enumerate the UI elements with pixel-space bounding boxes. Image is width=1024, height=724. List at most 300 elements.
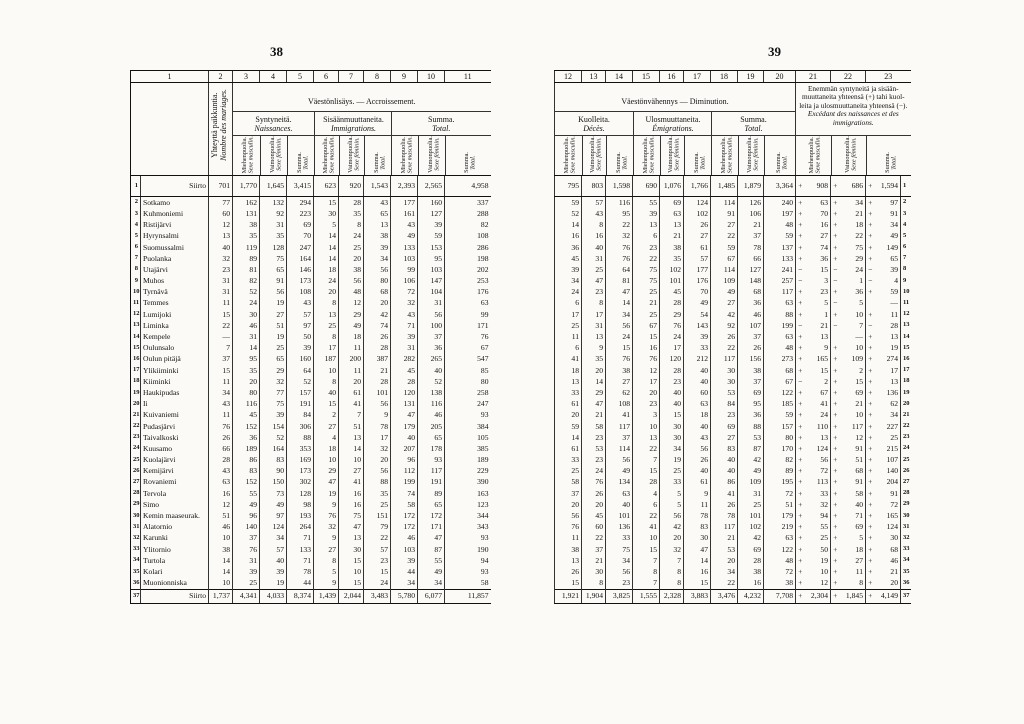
sign-cell: + [796, 443, 805, 454]
excess-cell: 91 [890, 488, 898, 498]
value-cell: 64 [606, 264, 633, 275]
value-cell: 79 [364, 521, 391, 532]
sign-cell: + [796, 331, 805, 342]
sign-cell: + [831, 410, 840, 421]
municipality-name: Ylitornio [141, 544, 209, 555]
value-cell: 43 [391, 219, 418, 230]
row-number: 29 [901, 499, 911, 510]
excess-cell: 91 [890, 208, 898, 218]
value-cell: 191 [418, 477, 445, 488]
excess-cell: 49 [890, 231, 898, 241]
value-cell: 20 [582, 365, 606, 376]
value-cell: 150 [260, 477, 287, 488]
value-cell: 198 [445, 253, 491, 264]
row-number: 14 [901, 331, 911, 342]
value-cell: 88 [764, 309, 796, 320]
accroissement-title: Väestönlisäys. — Accroissement. [307, 97, 416, 106]
value-cell: 10 [314, 454, 339, 465]
value-cell: 20 [555, 499, 582, 510]
value-cell: 84 [287, 410, 314, 421]
value-cell: 2 [314, 410, 339, 421]
row-number: 31 [131, 521, 141, 532]
value-cell: 26 [684, 454, 711, 465]
value-cell: 46 [738, 309, 764, 320]
table-row [555, 544, 911, 555]
sign-cell: + [866, 510, 875, 521]
row-number: 8 [131, 264, 141, 275]
value-cell: 27 [684, 231, 711, 242]
value-cell: 795 [555, 176, 582, 197]
value-cell: 56 [364, 398, 391, 409]
value-cell: 69 [738, 387, 764, 398]
marriages-cell: 32 [209, 253, 233, 264]
excess-cell: 2 [859, 365, 863, 375]
value-cell: 59 [555, 421, 582, 432]
marriages-cell: 10 [209, 577, 233, 589]
excess-cell: 40 [855, 499, 863, 509]
value-cell: 33 [555, 387, 582, 398]
value-cell: 152 [233, 477, 260, 488]
sign-cell: + [831, 443, 840, 454]
table-row [555, 566, 911, 577]
municipality-name: Turtola [141, 555, 209, 566]
column-number: 11 [445, 71, 491, 83]
sign-cell: + [831, 208, 840, 219]
excess-cell: 69 [855, 522, 863, 532]
value-cell: 61 [684, 242, 711, 253]
table-row [131, 331, 491, 342]
sign-cell: − [866, 320, 875, 331]
row-number: 6 [901, 242, 911, 253]
municipality-name: Kiiminki [141, 376, 209, 387]
table-row [555, 577, 911, 589]
value-cell: 88 [364, 477, 391, 488]
value-cell: 29 [582, 387, 606, 398]
value-cell: 39 [260, 410, 287, 421]
excess-cell: 36 [820, 253, 828, 263]
column-subheader: Vaimonpuolia. Sexe féminin. [667, 136, 681, 173]
value-cell: 116 [233, 398, 260, 409]
table-row [131, 231, 491, 242]
value-cell: 1,598 [606, 176, 633, 197]
value-cell: 189 [233, 443, 260, 454]
marriages-cell: 77 [209, 197, 233, 209]
value-cell: 199 [764, 320, 796, 331]
value-cell: 76 [606, 253, 633, 264]
value-cell: 27 [711, 432, 738, 443]
column-number: 14 [606, 71, 633, 83]
value-cell: 83 [684, 521, 711, 532]
value-cell: 25 [582, 264, 606, 275]
value-cell: 122 [764, 544, 796, 555]
sign-cell: − [796, 264, 805, 275]
column-number: 19 [738, 71, 764, 83]
value-cell: 153 [418, 242, 445, 253]
column-number: 7 [339, 71, 364, 83]
value-cell: 87 [418, 544, 445, 555]
table-row [555, 387, 911, 398]
value-cell: 13 [582, 331, 606, 342]
value-cell: 25 [233, 577, 260, 589]
value-cell: 164 [287, 253, 314, 264]
value-cell: 63 [684, 398, 711, 409]
value-cell: 172 [418, 510, 445, 521]
value-cell: 41 [711, 488, 738, 499]
value-cell: 31 [233, 555, 260, 566]
row-number: 14 [131, 331, 141, 342]
value-cell: 72 [391, 287, 418, 298]
value-cell: 50 [287, 331, 314, 342]
value-cell: 124 [684, 197, 711, 209]
value-cell: 61 [555, 443, 582, 454]
sign-cell: − [831, 275, 840, 286]
excess-cell: 107 [886, 455, 898, 465]
value-cell: 16 [738, 577, 764, 589]
value-cell: 22 [633, 443, 660, 454]
marriages-cell: 26 [209, 432, 233, 443]
sign-cell: + [866, 354, 875, 365]
value-cell: 1,766 [684, 176, 711, 197]
value-cell: 273 [764, 354, 796, 365]
row-number: 16 [131, 354, 141, 365]
marriages-cell: 34 [209, 387, 233, 398]
value-cell: 47 [339, 521, 364, 532]
sign-cell: + [831, 454, 840, 465]
sign-cell: + [831, 242, 840, 253]
value-cell: 13 [364, 219, 391, 230]
value-cell: 20 [633, 387, 660, 398]
value-cell: 116 [606, 197, 633, 209]
column-number: 16 [660, 71, 684, 83]
excess-cell: 27 [855, 555, 863, 565]
excess-cell: 686 [840, 176, 866, 197]
value-cell: 28 [738, 555, 764, 566]
value-cell: 25 [260, 342, 287, 353]
excess-cell: 165 [816, 354, 828, 364]
value-cell: 7 [633, 555, 660, 566]
table-row [555, 533, 911, 544]
row-number: 5 [901, 231, 911, 242]
value-cell: 11,857 [445, 589, 491, 603]
marriages-cell: 12 [209, 219, 233, 230]
value-cell: 51 [339, 421, 364, 432]
value-cell: 105 [445, 432, 491, 443]
value-cell: 690 [633, 176, 660, 197]
row-number: 21 [131, 410, 141, 421]
value-cell: 22 [633, 253, 660, 264]
excess-cell: 13 [820, 432, 828, 442]
excess-cell: 91 [855, 443, 863, 453]
sign-cell: + [796, 365, 805, 376]
excess-cell: 51 [855, 455, 863, 465]
value-cell: 25 [633, 287, 660, 298]
value-cell: 57 [364, 544, 391, 555]
value-cell: 385 [445, 443, 491, 454]
value-cell: 240 [764, 197, 796, 209]
value-cell: 21 [364, 365, 391, 376]
value-cell: 131 [391, 398, 418, 409]
column-number: 23 [866, 71, 911, 83]
row-number: 33 [131, 544, 141, 555]
value-cell: 49 [233, 499, 260, 510]
row-number: 34 [901, 555, 911, 566]
siirto-row [555, 176, 911, 197]
column-number: 15 [633, 71, 660, 83]
value-cell: 59 [418, 231, 445, 242]
sign-cell: + [796, 298, 805, 309]
marriages-cell: 46 [209, 521, 233, 532]
value-cell: 15 [339, 577, 364, 589]
deaths-group-header: Kuolleita. Décès. [578, 115, 610, 134]
value-cell: 44 [287, 577, 314, 589]
value-cell: 76 [582, 477, 606, 488]
value-cell: 67 [764, 376, 796, 387]
sign-cell: + [796, 231, 805, 242]
table-row [555, 320, 911, 331]
value-cell: 44 [391, 566, 418, 577]
value-cell: 80 [445, 376, 491, 387]
rowname-header: Yhteyttä paikkuntia. Nombre des mariages. [209, 83, 233, 176]
value-cell: 96 [391, 454, 418, 465]
excess-cell: 117 [851, 421, 863, 431]
value-cell: 39 [391, 331, 418, 342]
value-cell: 36 [555, 242, 582, 253]
siirto-label: Siirto [141, 176, 209, 197]
value-cell: 26 [738, 342, 764, 353]
excess-cell: 149 [886, 242, 898, 252]
municipality-name: Pudasjärvi [141, 421, 209, 432]
value-cell: 8 [582, 577, 606, 589]
column-subheader: Vaimonpuolia. Sexe féminin. [843, 136, 858, 173]
value-cell: 58 [555, 477, 582, 488]
value-cell: 302 [287, 477, 314, 488]
municipality-name: Kuolajärvi [141, 454, 209, 465]
excess-cell: 10 [855, 410, 863, 420]
value-cell: 86 [711, 477, 738, 488]
value-cell: 21 [582, 410, 606, 421]
value-cell: 28 [364, 376, 391, 387]
value-cell: 3,483 [364, 589, 391, 603]
excess-cell: 2,304 [805, 589, 831, 603]
value-cell: 65 [418, 499, 445, 510]
row-number: 24 [901, 443, 911, 454]
value-cell: 78 [287, 566, 314, 577]
value-cell: 109 [711, 275, 738, 286]
value-cell: 8 [582, 298, 606, 309]
value-cell: 71 [287, 555, 314, 566]
sign-cell: + [866, 555, 875, 566]
value-cell: 93 [418, 454, 445, 465]
excess-cell: — [855, 332, 863, 342]
value-cell: 30 [314, 208, 339, 219]
value-cell: 177 [391, 197, 418, 209]
excess-cell: 109 [851, 354, 863, 364]
sign-cell: + [866, 253, 875, 264]
excess-cell: 13 [820, 332, 828, 342]
value-cell: 25 [660, 466, 684, 477]
sign-cell: + [831, 219, 840, 230]
row-number: 30 [131, 510, 141, 521]
value-cell: 17 [660, 342, 684, 353]
siirto-row [131, 176, 491, 197]
excess-cell: 25 [820, 533, 828, 543]
value-cell: 7 [660, 555, 684, 566]
excess-cell: 215 [886, 443, 898, 453]
value-cell: 185 [764, 398, 796, 409]
value-cell: 38 [339, 264, 364, 275]
value-cell: 52 [287, 376, 314, 387]
value-cell: 97 [287, 320, 314, 331]
value-cell: 20 [364, 454, 391, 465]
sign-cell: + [796, 432, 805, 443]
excess-cell: 71 [855, 511, 863, 521]
excess-cell: 140 [886, 466, 898, 476]
sign-cell: + [866, 499, 875, 510]
column-subheader: Vaimonpuolia. Sexe féminin. [268, 136, 283, 173]
value-cell: 42 [364, 309, 391, 320]
value-cell: 294 [287, 197, 314, 209]
value-cell: 76 [314, 510, 339, 521]
sign-cell: + [866, 410, 875, 421]
value-cell: 17 [314, 342, 339, 353]
value-cell: 195 [764, 477, 796, 488]
sign-cell: + [796, 421, 805, 432]
value-cell: 46 [418, 410, 445, 421]
excess-cell: 68 [855, 466, 863, 476]
value-cell: 76 [555, 521, 582, 532]
municipality-name: Simo [141, 499, 209, 510]
table-row [555, 521, 911, 532]
value-cell: 49 [711, 287, 738, 298]
value-cell: 28 [633, 477, 660, 488]
value-cell: 7 [633, 454, 660, 465]
value-cell: 157 [287, 387, 314, 398]
value-cell: 31 [233, 331, 260, 342]
value-cell: 47 [606, 287, 633, 298]
value-cell: 43 [391, 309, 418, 320]
table-row [131, 477, 491, 488]
value-cell: 32 [364, 443, 391, 454]
row-number: 20 [131, 398, 141, 409]
value-cell: 71 [391, 320, 418, 331]
marriages-cell: 37 [209, 354, 233, 365]
value-cell: 7 [339, 410, 364, 421]
table-row [131, 555, 491, 566]
value-cell: 52 [418, 376, 445, 387]
marriages-cell: — [209, 331, 233, 342]
value-cell: 45 [233, 410, 260, 421]
value-cell: 72 [764, 488, 796, 499]
row-number: 28 [901, 488, 911, 499]
value-cell: 53 [711, 387, 738, 398]
value-cell: 25 [738, 499, 764, 510]
table-row [131, 488, 491, 499]
value-cell: 116 [418, 398, 445, 409]
row-number: 2 [131, 197, 141, 209]
value-cell: 23 [364, 555, 391, 566]
sign-cell: + [866, 577, 875, 589]
value-cell: 28 [660, 365, 684, 376]
excess-cell: 70 [820, 208, 828, 218]
value-cell: 49 [418, 566, 445, 577]
value-cell: 68 [764, 365, 796, 376]
sign-cell [831, 331, 840, 342]
value-cell: 119 [233, 242, 260, 253]
value-cell: 40 [418, 365, 445, 376]
value-cell: 384 [445, 421, 491, 432]
value-cell: 72 [764, 566, 796, 577]
municipality-name: Kuhmoniemi [141, 208, 209, 219]
value-cell: 37 [738, 376, 764, 387]
sign-cell: + [831, 176, 840, 197]
table-row [131, 309, 491, 320]
value-cell: 229 [445, 466, 491, 477]
value-cell: 5 [660, 499, 684, 510]
municipality-name: Karunki [141, 533, 209, 544]
value-cell: 4,232 [738, 589, 764, 603]
value-cell: 55 [633, 197, 660, 209]
sign-cell: + [866, 454, 875, 465]
excess-cell: 25 [890, 432, 898, 442]
value-cell: 95 [418, 253, 445, 264]
table-row [131, 253, 491, 264]
value-cell: 88 [287, 432, 314, 443]
table-row [555, 331, 911, 342]
value-cell: 39 [364, 242, 391, 253]
value-cell: 26 [711, 499, 738, 510]
value-cell: 20 [582, 499, 606, 510]
excess-cell: 13 [890, 376, 898, 386]
marriages-cell: 22 [209, 320, 233, 331]
table-row [131, 566, 491, 577]
value-cell: 31 [582, 320, 606, 331]
value-cell: 29 [660, 309, 684, 320]
value-cell: 22 [606, 219, 633, 230]
table-row [555, 298, 911, 309]
value-cell: 39 [555, 264, 582, 275]
value-cell: 40 [391, 432, 418, 443]
value-cell: 78 [738, 242, 764, 253]
excess-cell: 15 [820, 365, 828, 375]
table-row [555, 376, 911, 387]
value-cell: 14 [314, 242, 339, 253]
value-cell: 57 [260, 544, 287, 555]
sign-cell: + [866, 365, 875, 376]
value-cell: 27 [711, 298, 738, 309]
value-cell: 45 [582, 510, 606, 521]
value-cell: 9 [684, 488, 711, 499]
municipality-name: Kemin maaseurak. [141, 510, 209, 521]
value-cell: 5 [314, 219, 339, 230]
row-number: 11 [131, 298, 141, 309]
table-row [555, 421, 911, 432]
value-cell: 56 [684, 443, 711, 454]
excess-cell: 124 [886, 522, 898, 532]
row-number: 36 [131, 577, 141, 589]
value-cell: 15 [606, 342, 633, 353]
value-cell: 80 [764, 432, 796, 443]
value-cell: 108 [445, 231, 491, 242]
column-subheader: Summa. Total. [775, 152, 789, 173]
siirto-row [131, 589, 491, 603]
sign-cell: + [866, 488, 875, 499]
value-cell: 26 [684, 219, 711, 230]
sign-cell: + [831, 477, 840, 488]
value-cell: 27 [260, 309, 287, 320]
excess-cell: 94 [820, 511, 828, 521]
value-cell: 6 [633, 231, 660, 242]
right-column-numbers [555, 71, 911, 83]
